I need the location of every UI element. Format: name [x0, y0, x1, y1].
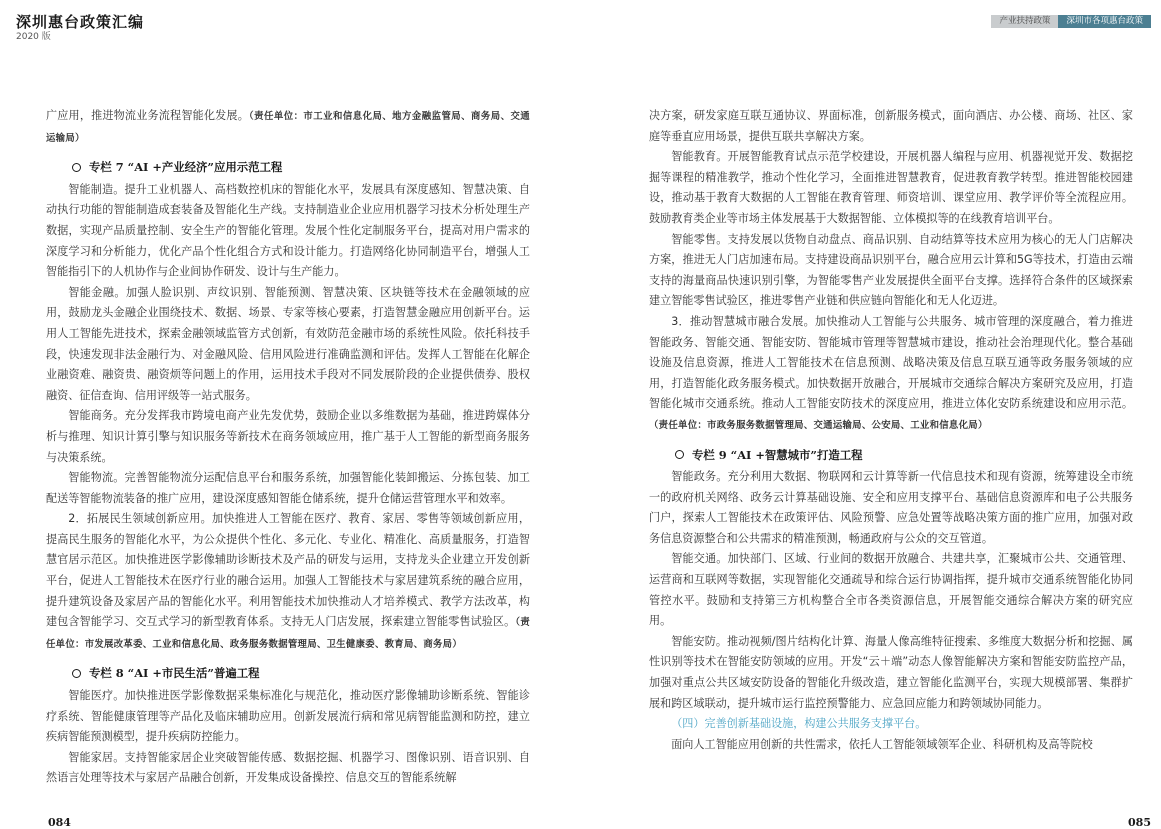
left-column: [46, 106, 530, 789]
paragraph: 智能物流。完善智能物流分运配信息平台和服务系统，加强智能化装卸搬运、分拣包装、加工配送等智能物流装备的推广应用，建设深度感知智能仓储系统，提升仓储运营管理水平和效率。: [46, 471, 530, 505]
paragraph: 智能政务。充分利用大数据、物联网和云计算等新一代信息技术和现有资源，统筹建设全市统一的政府机关网络、政务云计算基础设施、安全和应用支撑平台、基础信息资源库和电子公共服务门户，探索人工智能技术在政策评估、风险预警、应急处置等战略决策方面的推广应用，加强对政务信息资源整合和公共需求的精准预测，畅通政府与公众的交互管道。: [649, 470, 1133, 545]
paragraph: 智能商务。充分发挥我市跨境电商产业先发优势，鼓励企业以多维数据为基础，推进跨媒体分析与推理、知识计算引擎与知识服务等新技术在商务领域应用，推广基于人工智能的新型商务服务与决策系统。: [46, 409, 530, 464]
right-column: [649, 106, 1133, 755]
paragraph: 决方案，研发家庭互联互通协议、界面标准，创新服务模式，面向酒店、办公楼、商场、社区、家庭等垂直应用场景，提供互联共享解决方案。: [649, 109, 1133, 143]
header-tabs: [991, 15, 1151, 28]
page-number-right: 085: [1128, 816, 1151, 829]
paragraph: 智能零售。支持发展以货物自动盘点、商品识别、自动结算等技术应用为核心的无人门店解决方案，推进无人门店加速布局。支持建设商品识别平台，融合应用云计算和5G等技术，打造由云端支持的海量商品快速识别引擎，为智能零售产业发展提供全面平台支撑。选择符合条件的区域探索建立智能零售试验区，推进零售产业链和供应链向智能化和无人化迈进。: [649, 232, 1133, 308]
paragraph: [46, 106, 530, 149]
paragraph: 智能安防。推动视频/图片结构化计算、海量人像高维特征搜索、多维度大数据分析和挖掘、属性识别等技术在智能安防领域的应用。开发“云＋端”动态人像智能解决方案和智能安防监控产品，加强对重点公共区域安防设备的智能化升级改造，建立智能化监测平台，实现大规模部署、集群扩展和跨区域联动，提升城市运行监控预警能力、应急回应能力和跨领域协同能力。: [649, 634, 1133, 710]
responsible-units: （责任单位：市政务服务数据管理局、交通运输局、公安局、工业和信息化局）: [649, 419, 988, 431]
paragraph: 智能教育。开展智能教育试点示范学校建设，开展机器人编程与应用、机器视觉开发、数据挖掘等课程的精准教学，推动个性化学习，全面推进智慧教育，促进教育教学转型。推进智能校园建设，推动基于教育大数据的人工智能在教育管理、师资培训、课堂应用、教学评价等全流程应用。鼓励教育类企业等市场主体发展基于大数据智能、立体模拟等的在线教育培训平台。: [649, 150, 1133, 225]
paragraph: [649, 312, 1133, 437]
section-subheading: （四）完善创新基础设施，构建公共服务支撑平台。: [671, 717, 927, 731]
circle-bullet-icon: [675, 450, 684, 459]
paragraph: 智能制造。提升工业机器人、高档数控机床的智能化水平，发展具有深度感知、智慧决策、自动执行功能的智能制造成套装备及智能化生产线。支持制造业企业应用机器学习技术分析处理生产数据，实现产品质量控制、安全生产的智能化管理。发展个性化定制服务平台，提高对用户需求的深度学习和分析能力，优化产品个性化组合方式和设计能力。打造网络化协同制造平台，增强人工智能指引下的人机协作与企业间协作研发、设计与生产能力。: [46, 182, 530, 279]
paragraph: 智能交通。加快部门、区域、行业间的数据开放融合、共建共享，汇聚城市公共、交通管理、运营商和互联网等数据，实现智能化交通疏导和综合运行协调指挥，提升城市交通系统智能化协同管控水平。鼓励和支持第三方机构整合全市各类资源信息，开展智能交通综合解决方案的研究应用。: [649, 552, 1133, 628]
column-box-7-heading: [46, 157, 530, 178]
heading-text: 专栏 7 “AI +产业经济”应用示范工程: [89, 160, 283, 175]
paragraph-text: 广应用，推进物流业务流程智能化发展。: [46, 109, 249, 122]
heading-text: 专栏 9 “AI +智慧城市”打造工程: [692, 447, 863, 462]
column-box-9-heading: [649, 445, 1133, 466]
paragraph: 面向人工智能应用创新的共性需求，依托人工智能领域领军企业、科研机构及高等院校: [671, 737, 1093, 751]
tab-industry-policy[interactable]: 产业扶持政策: [991, 15, 1058, 28]
heading-text: 专栏 8 “AI +市民生活”普遍工程: [89, 666, 260, 681]
circle-bullet-icon: [72, 163, 81, 172]
paragraph-text: 3．推动智慧城市融合发展。加快推动人工智能与公共服务、城市管理的深度融合，着力推进智能政务、智能交通、智能安防、智能城市管理等智慧城市建设，推动社会治理现代化。整合基础设施及信息资源，推进人工智能技术在信息预测、战略决策及信息互联互通等政务服务领域的应用，打造智能化政务服务模式。加快数据开放融合，开展城市交通综合解决方案研究及应用，打造智能化城市交通系统。推动人工智能安防技术的深度应用，推进立体化安防系统建设和应用示范。: [649, 314, 1133, 411]
paragraph: [46, 509, 530, 655]
paragraph: 智能家居。支持智能家居企业突破智能传感、数据挖掘、机器学习、图像识别、语音识别、自然语言处理等技术与家居产品融合创新，开发集成设备操控、信息交互的智能系统解: [46, 750, 530, 785]
paragraph-text: 2．拓展民生领域创新应用。加快推进人工智能在医疗、教育、家居、零售等领域创新应用，提高民生服务的智能化水平，为公众提供个性化、多元化、专业化、精准化、高质量服务，打造智慧官居示范区。加快推进医学影像辅助诊断技术及产品的研发与运用，支持龙头企业建立开发创新平台，促进人工智能技术在医疗行业的融合运用。加强人工智能技术与家居建筑系统的融合应用，提升建筑设备及家居产品的智能化水平。利用智能技术加快推动人才培养模式、教学方法改革，构建包含智能学习、交互式学习的新型教育体系。支持无人门店发展，探索建立智能零售试验区。: [46, 512, 530, 629]
column-box-8-heading: [46, 663, 530, 684]
circle-bullet-icon: [72, 669, 81, 678]
header-year: 2020 版: [16, 32, 51, 42]
responsible-units: （责任单位：市发展改革委、工业和信息化局、政务服务数据管理局、卫生健康委、教育局、商务局）: [46, 617, 531, 650]
paragraph: 智能医疗。加快推进医学影像数据采集标准化与规范化，推动医疗影像辅助诊断系统、智能诊疗系统、智能健康管理等产品化及临床辅助应用。创新发展流行病和常见病智能监测和防控，建立疾病智能预测模型，提升疾病防控能力。: [46, 689, 530, 744]
header-title: 深圳惠台政策汇编: [16, 13, 145, 31]
paragraph: 智能金融。加强人脸识别、声纹识别、智能预测、智慧决策、区块链等技术在金融领域的应用，鼓励龙头金融企业围绕技术、数据、场景、专家等核心要素，打造智慧金融应用创新平台。运用人工智能先进技术，探索金融领域监管方式创新，有效防范金融市场的系统性风险。依托科技手段，快速发现非法金融行为、对金融风险、信用风险进行准确监测和评估。发挥人工智能在化解企业融资难、融资贵、融资烦等问题上的作用，运用技术手段对不同发展阶段的企业提供债券、股权融资、征信查询、信用评级等一站式服务。: [46, 285, 530, 402]
page-number-left: 084: [48, 816, 71, 829]
tab-shenzhen-policies[interactable]: 深圳市各项惠台政策: [1058, 15, 1151, 28]
responsible-units: （责任单位：市工业和信息化局、地方金融监管局、商务局、交通运输局）: [46, 111, 530, 144]
